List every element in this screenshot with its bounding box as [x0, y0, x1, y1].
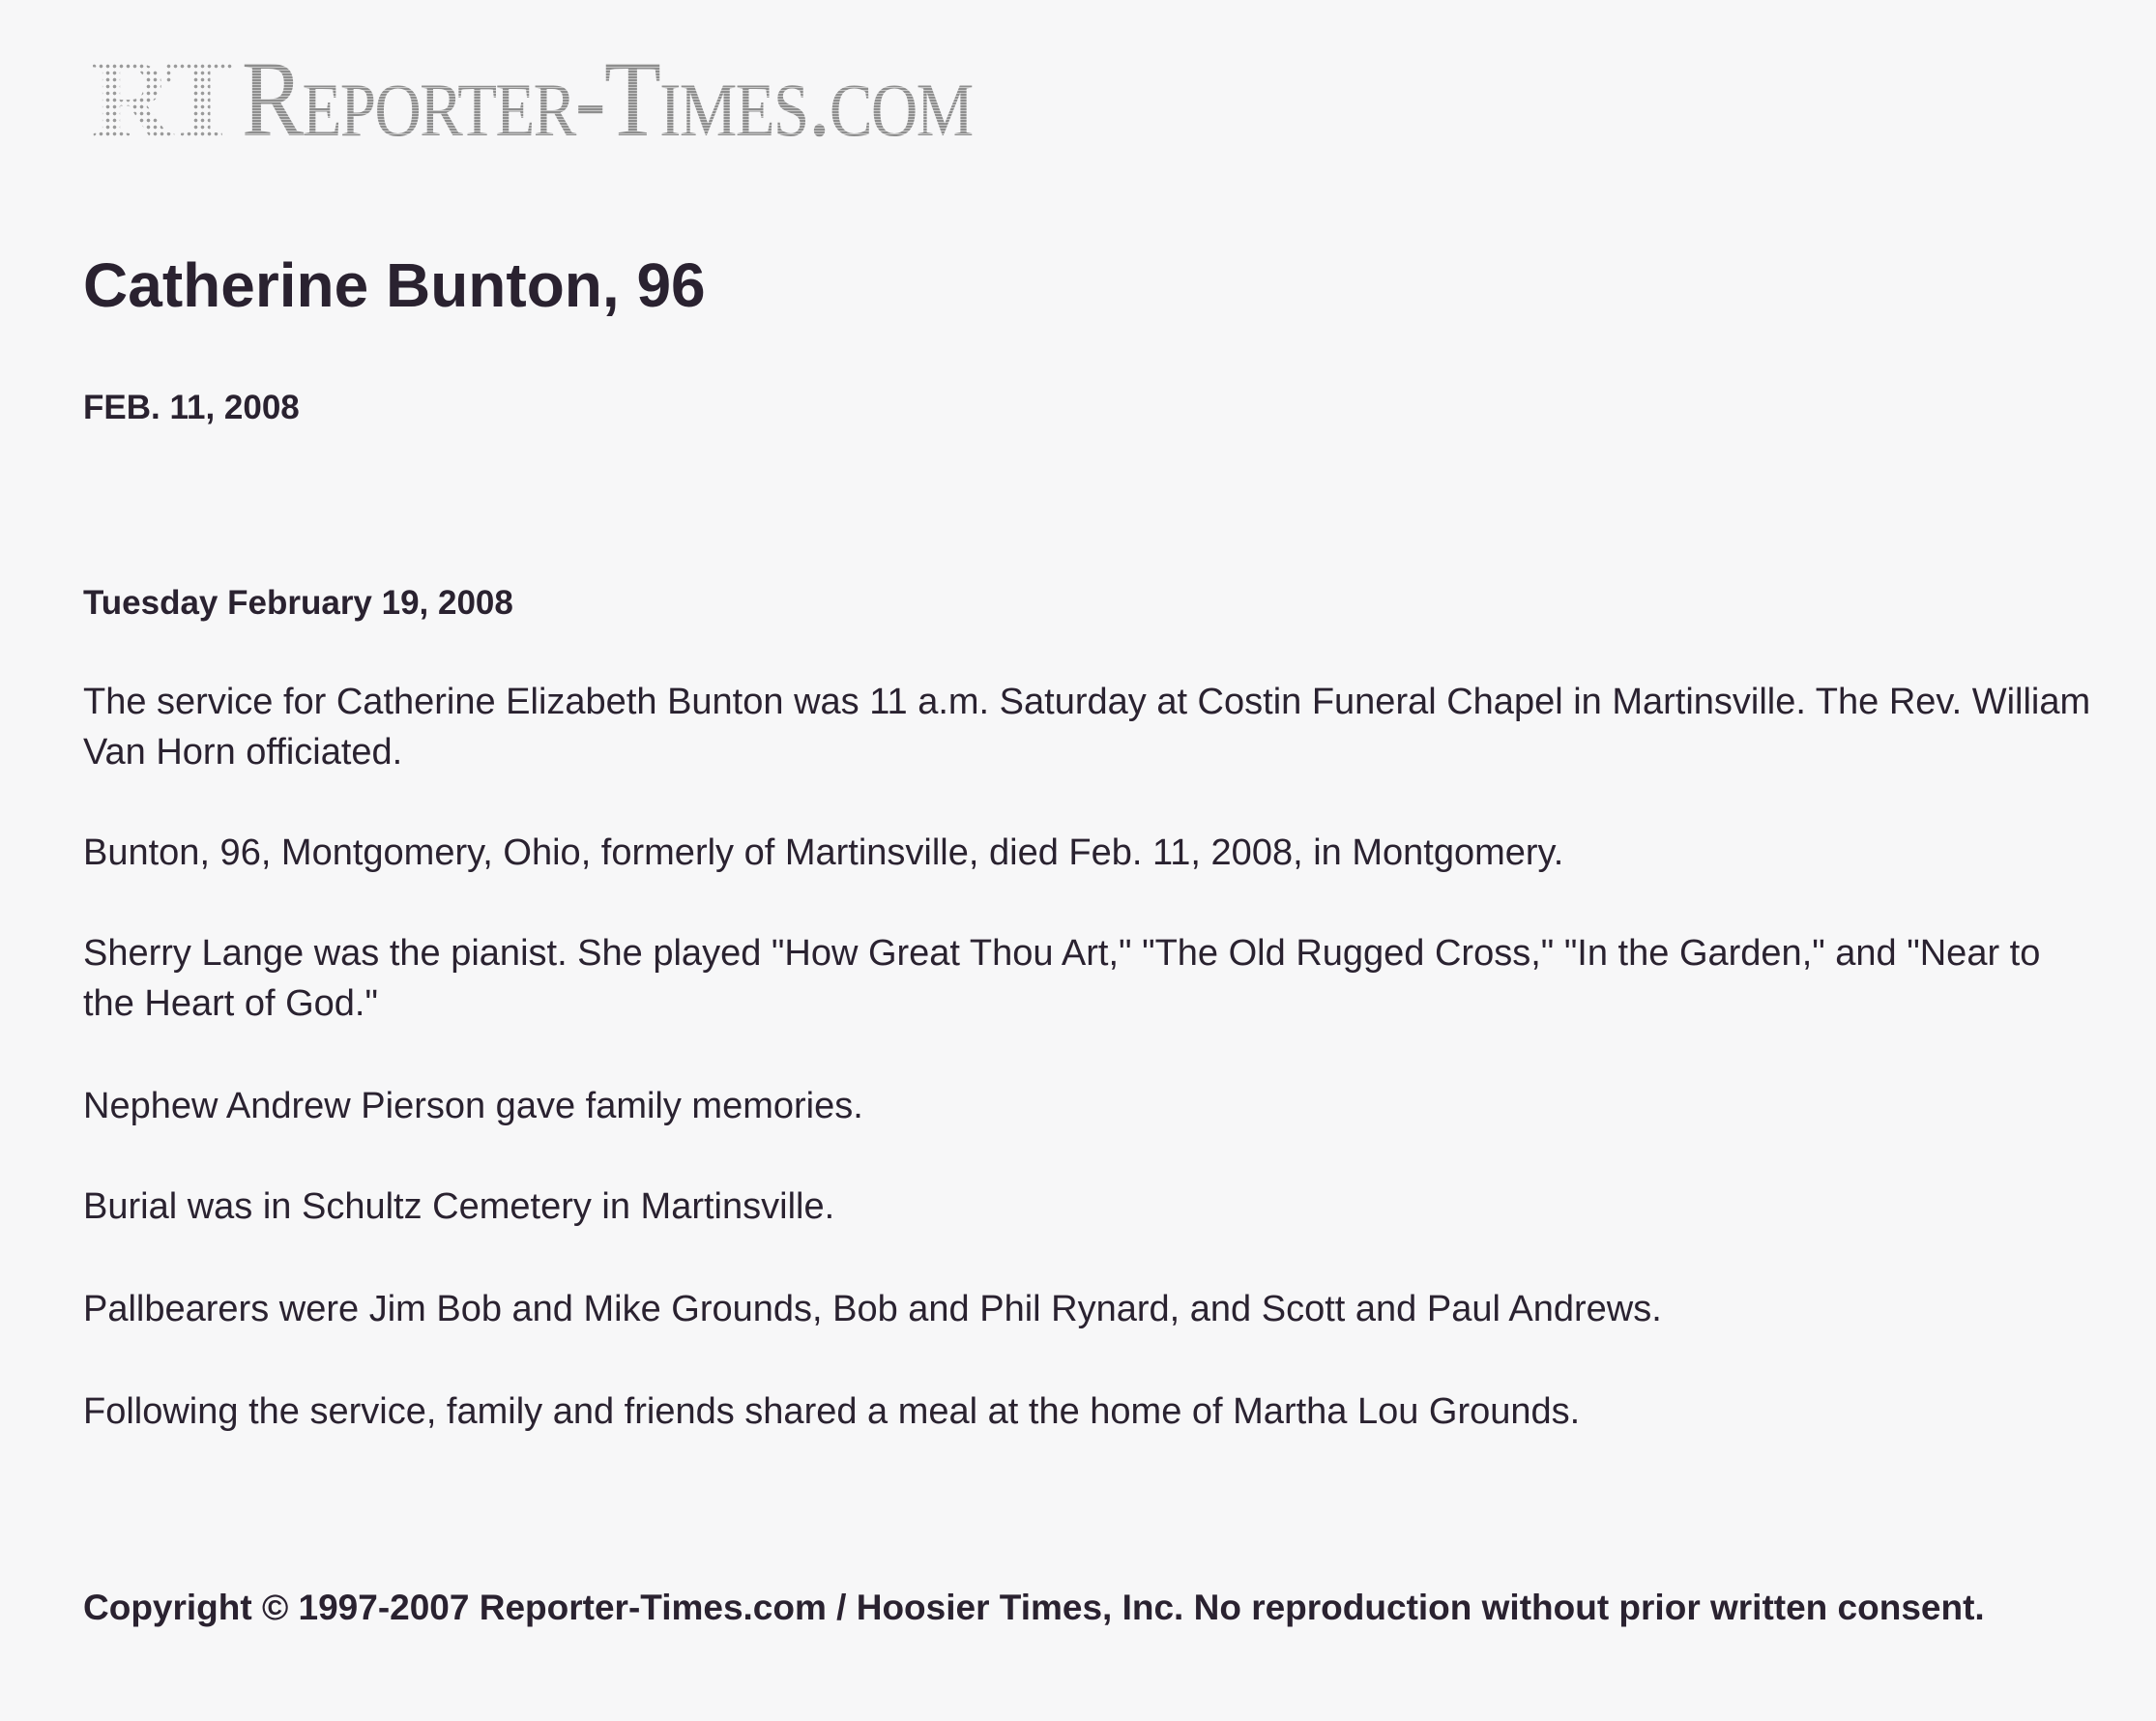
article-paragraph: Burial was in Schultz Cemetery in Martinsville. — [83, 1186, 835, 1227]
article-paragraph: Nephew Andrew Pierson gave family memories. — [83, 1086, 863, 1126]
logo-wordmark: Reporter-Times.com — [241, 40, 973, 160]
death-date: FEB. 11, 2008 — [83, 389, 300, 426]
copyright-notice: Copyright © 1997-2007 Reporter-Times.com / Hoosier Times, Inc. No reproduction without prior written consent. — [83, 1588, 1985, 1627]
article-headline: Catherine Bunton, 96 — [83, 250, 706, 320]
logo-mark: RT — [91, 36, 234, 162]
masthead-logo — [91, 37, 1091, 162]
article-paragraph: Sherry Lange was the pianist. She played "How Great Thou Art," "The Old Rugged Cross," "In the Garden," and "Near to the Heart of God." — [83, 933, 2041, 1024]
article-paragraph: The service for Catherine Elizabeth Bunton was 11 a.m. Saturday at Costin Funeral Chapel in Martinsville. The Rev. William Van Horn officiated. — [83, 682, 2091, 773]
article-paragraph: Following the service, family and friends shared a meal at the home of Martha Lou Grounds. — [83, 1391, 1581, 1432]
publication-date: Tuesday February 19, 2008 — [83, 584, 513, 622]
article-paragraph: Bunton, 96, Montgomery, Ohio, formerly of Martinsville, died Feb. 11, 2008, in Montgomery. — [83, 832, 1564, 873]
article-paragraph: Pallbearers were Jim Bob and Mike Grounds, Bob and Phil Rynard, and Scott and Paul Andrews. — [83, 1289, 1662, 1329]
